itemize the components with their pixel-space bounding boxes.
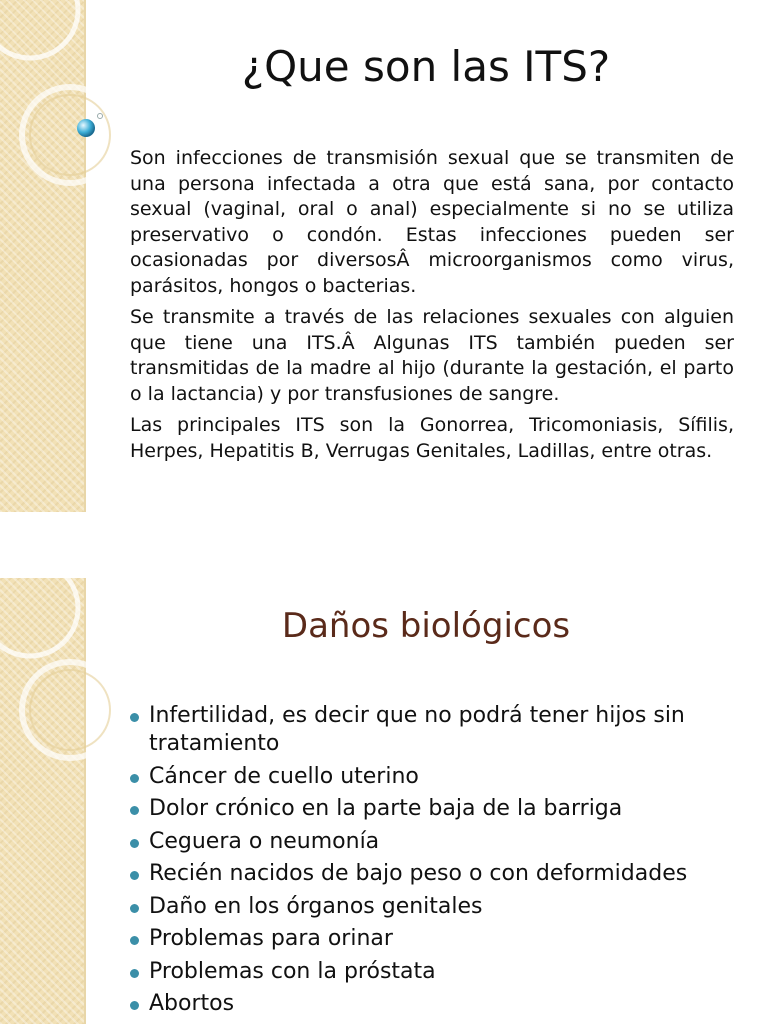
- slide-title: ¿Que son las ITS?: [241, 42, 611, 91]
- slide-danos: [0, 578, 768, 1024]
- bullet-icon: [130, 774, 139, 783]
- decorative-orb-icon: [77, 119, 95, 137]
- slide-body: [130, 146, 734, 470]
- slide-title: Daños biológicos: [281, 606, 571, 646]
- list-item: Infertilidad, es decir que no podrá tener hijos sin tratamiento: [130, 702, 750, 758]
- decorative-rings: [0, 0, 120, 220]
- bullet-icon: [130, 871, 139, 880]
- paragraph-transmission: Se transmite a través de las relaciones sexuales con alguien que tiene una ITS.Â Algunas ITS también pueden ser transmitidas de la madre al hijo (durante la gestación, el parto o la lactancia) y por transfusiones de sangre.: [130, 306, 734, 405]
- bullet-icon: [130, 713, 139, 722]
- bullet-icon: [130, 839, 139, 848]
- list-item: Problemas con la próstata: [130, 958, 750, 986]
- list-item: Abortos: [130, 990, 750, 1018]
- list-item: Cáncer de cuello uterino: [130, 763, 750, 791]
- bullet-icon: [130, 904, 139, 913]
- paragraph-definition: Son infecciones de transmisión sexual que se transmiten de una persona infectada a otra que está sana, por contacto sexual (vaginal, oral o anal) especialmente si no se utiliza preservativo o condón. Estas infecciones pueden ser ocasionadas por diversosÂ microorganismos como virus, parásitos, hongos o bacterias.: [130, 147, 734, 297]
- damages-list: [130, 702, 750, 1023]
- bullet-icon: [130, 969, 139, 978]
- bullet-icon: [130, 936, 139, 945]
- bullet-icon: [130, 806, 139, 815]
- list-item: Daño en los órganos genitales: [130, 893, 750, 921]
- paragraph-main-its: Las principales ITS son la Gonorrea, Tricomoniasis, Sífilis, Herpes, Hepatitis B, Verrugas Genitales, Ladillas, entre otras.: [130, 414, 734, 462]
- bullet-icon: [130, 1001, 139, 1010]
- list-item: Problemas para orinar: [130, 925, 750, 953]
- list-item: Dolor crónico en la parte baja de la barriga: [130, 795, 750, 823]
- list-item: Ceguera o neumonía: [130, 828, 750, 856]
- list-item: Recién nacidos de bajo peso o con deformidades: [130, 860, 750, 888]
